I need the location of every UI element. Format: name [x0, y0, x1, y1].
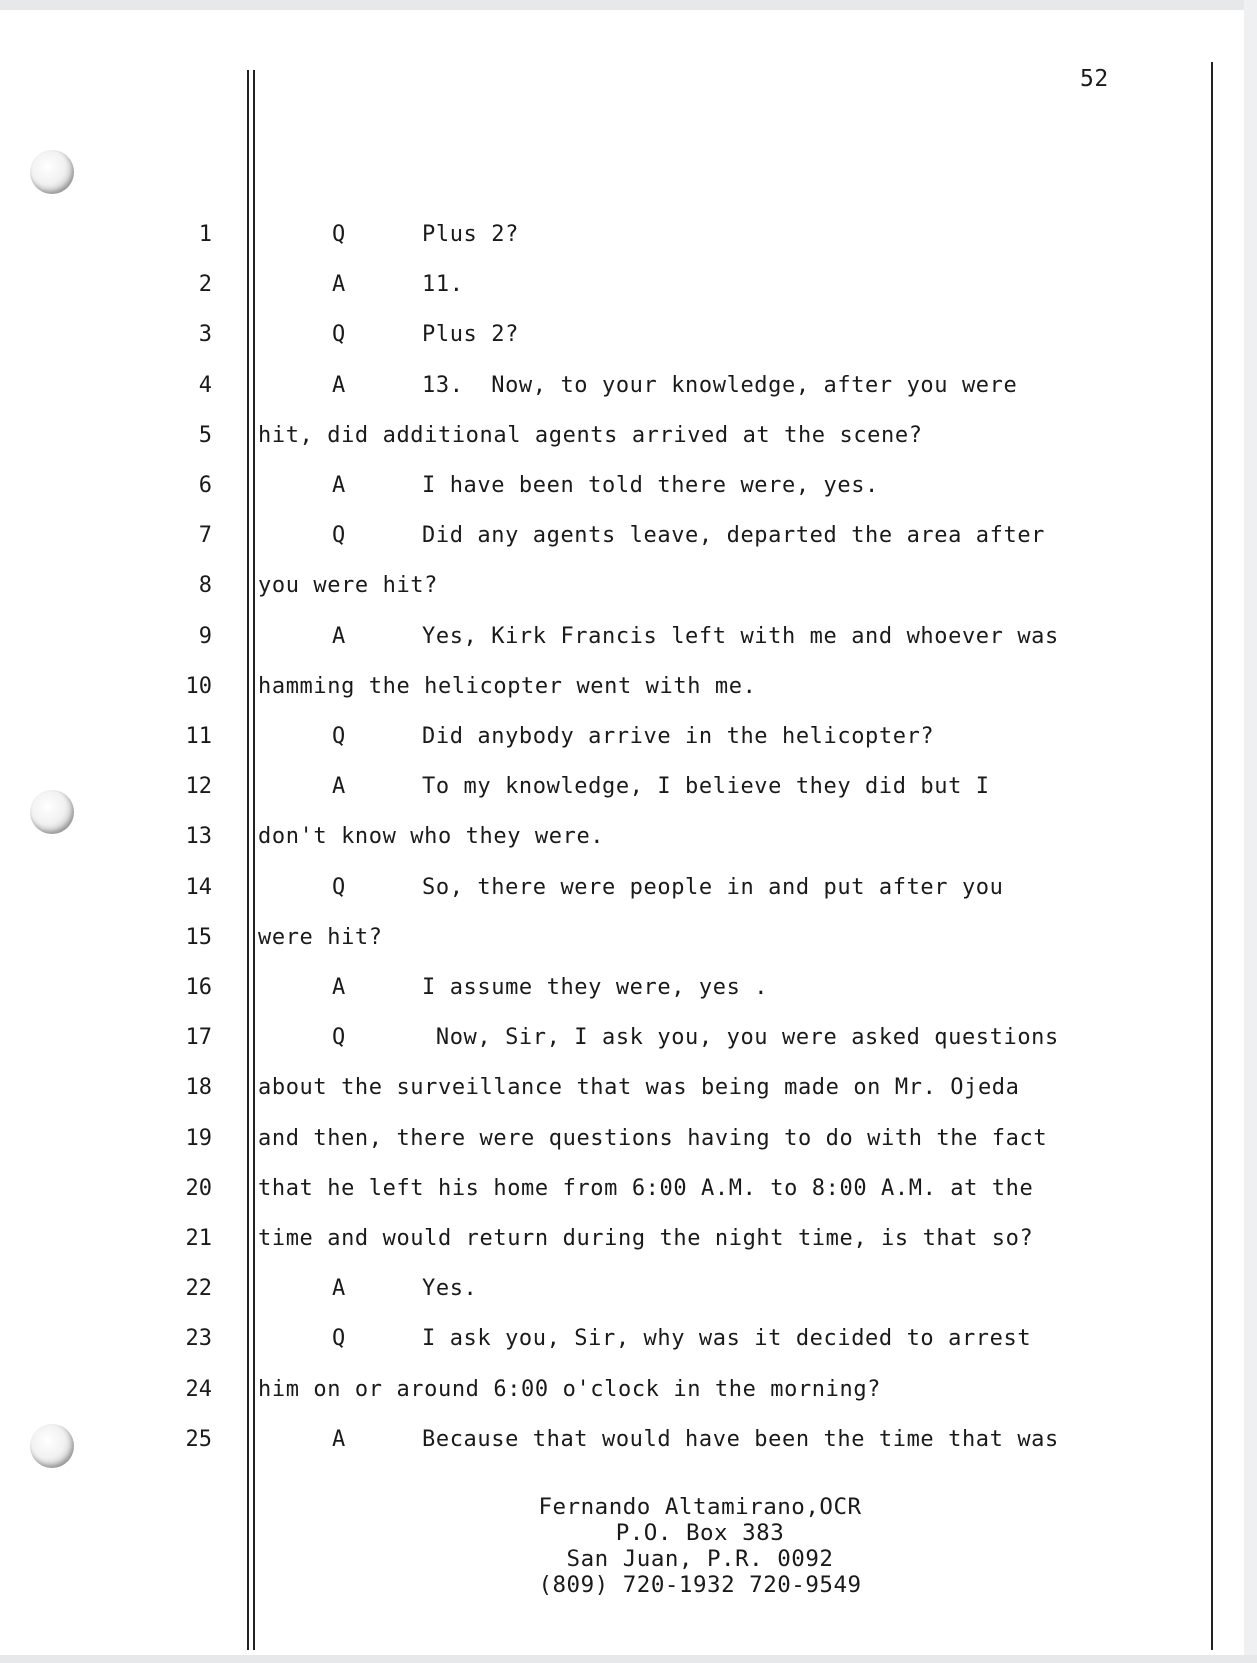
line-number: 11	[185, 724, 212, 749]
answer-marker: A	[332, 624, 346, 649]
transcript-line-text: Now, Sir, I ask you, you were asked questions	[422, 1025, 1059, 1050]
transcript-line-text: hamming the helicopter went with me.	[258, 674, 757, 699]
right-margin-rule	[1211, 62, 1213, 1650]
reporter-phones: (809) 720-1932 720-9549	[538, 1572, 862, 1598]
transcript-line-text: were hit?	[258, 925, 383, 950]
reporter-name: Fernando Altamirano,OCR	[538, 1494, 862, 1520]
binder-hole-middle	[30, 790, 74, 834]
line-number: 8	[198, 573, 212, 598]
transcript-line-text: and then, there were questions having to do with the fact	[258, 1126, 1048, 1151]
transcript-line-text: Plus 2?	[422, 222, 519, 247]
transcript-line-text: you were hit?	[258, 573, 438, 598]
question-marker: Q	[332, 222, 346, 247]
line-number: 7	[198, 523, 212, 548]
line-number: 10	[185, 674, 212, 699]
line-number: 1	[198, 222, 212, 247]
line-number: 14	[185, 875, 212, 900]
answer-marker: A	[332, 473, 346, 498]
scan-right-edge	[1244, 0, 1257, 1663]
line-number: 17	[185, 1025, 212, 1050]
question-marker: Q	[332, 1326, 346, 1351]
reporter-po-box: P.O. Box 383	[615, 1520, 785, 1546]
transcript-line-text: him on or around 6:00 o'clock in the morning?	[258, 1377, 882, 1402]
line-number: 22	[185, 1276, 212, 1301]
line-number: 25	[185, 1427, 212, 1452]
question-marker: Q	[332, 523, 346, 548]
question-marker: Q	[332, 724, 346, 749]
transcript-line-text: Did any agents leave, departed the area after	[422, 523, 1046, 548]
transcript-line-text: I have been told there were, yes.	[422, 473, 879, 498]
answer-marker: A	[332, 373, 346, 398]
line-number: 9	[198, 624, 212, 649]
question-marker: Q	[332, 875, 346, 900]
line-number: 21	[185, 1226, 212, 1251]
transcript-line-text: 13. Now, to your knowledge, after you were	[422, 373, 1018, 398]
line-number: 3	[198, 322, 212, 347]
line-number: 20	[185, 1176, 212, 1201]
line-number: 18	[185, 1075, 212, 1100]
transcript-line-text: don't know who they were.	[258, 824, 605, 849]
line-number: 12	[185, 774, 212, 799]
line-number: 23	[185, 1326, 212, 1351]
question-marker: Q	[332, 1025, 346, 1050]
question-marker: Q	[332, 322, 346, 347]
scan-top-edge	[0, 0, 1257, 10]
page-number: 52	[1080, 66, 1109, 92]
answer-marker: A	[332, 975, 346, 1000]
transcript-line-text: Yes.	[422, 1276, 478, 1301]
line-number: 16	[185, 975, 212, 1000]
line-number: 24	[185, 1377, 212, 1402]
transcript-line-text: Because that would have been the time that was	[422, 1427, 1059, 1452]
transcript-line-text: that he left his home from 6:00 A.M. to 8:00 A.M. at the	[258, 1176, 1034, 1201]
transcript-line-text: I assume they were, yes .	[422, 975, 769, 1000]
line-number: 19	[185, 1126, 212, 1151]
answer-marker: A	[332, 1427, 346, 1452]
line-number: 5	[198, 423, 212, 448]
reporter-city: San Juan, P.R. 0092	[566, 1546, 834, 1572]
answer-marker: A	[332, 272, 346, 297]
line-number: 13	[185, 824, 212, 849]
transcript-line-text: I ask you, Sir, why was it decided to arrest	[422, 1326, 1032, 1351]
line-number: 4	[198, 373, 212, 398]
binder-hole-top	[30, 150, 74, 194]
reporter-footer	[440, 1494, 960, 1598]
binder-hole-bottom	[30, 1424, 74, 1468]
answer-marker: A	[332, 1276, 346, 1301]
transcript-line-text: Plus 2?	[422, 322, 519, 347]
transcript-line-text: time and would return during the night time, is that so?	[258, 1226, 1034, 1251]
transcript-line-text: To my knowledge, I believe they did but I	[422, 774, 990, 799]
transcript-line-text: hit, did additional agents arrived at the scene?	[258, 423, 923, 448]
transcript-line-text: Yes, Kirk Francis left with me and whoever was	[422, 624, 1059, 649]
transcript-line-text: So, there were people in and put after you	[422, 875, 1004, 900]
transcript-line-text: 11.	[422, 272, 464, 297]
line-number: 15	[185, 925, 212, 950]
left-margin-rule-inner	[253, 70, 255, 1650]
scan-bottom-edge	[0, 1655, 1257, 1663]
transcript-line-text: Did anybody arrive in the helicopter?	[422, 724, 935, 749]
line-number: 2	[198, 272, 212, 297]
left-margin-rule-outer	[247, 70, 249, 1650]
answer-marker: A	[332, 774, 346, 799]
line-number: 6	[198, 473, 212, 498]
transcript-line-text: about the surveillance that was being made on Mr. Ojeda	[258, 1075, 1020, 1100]
